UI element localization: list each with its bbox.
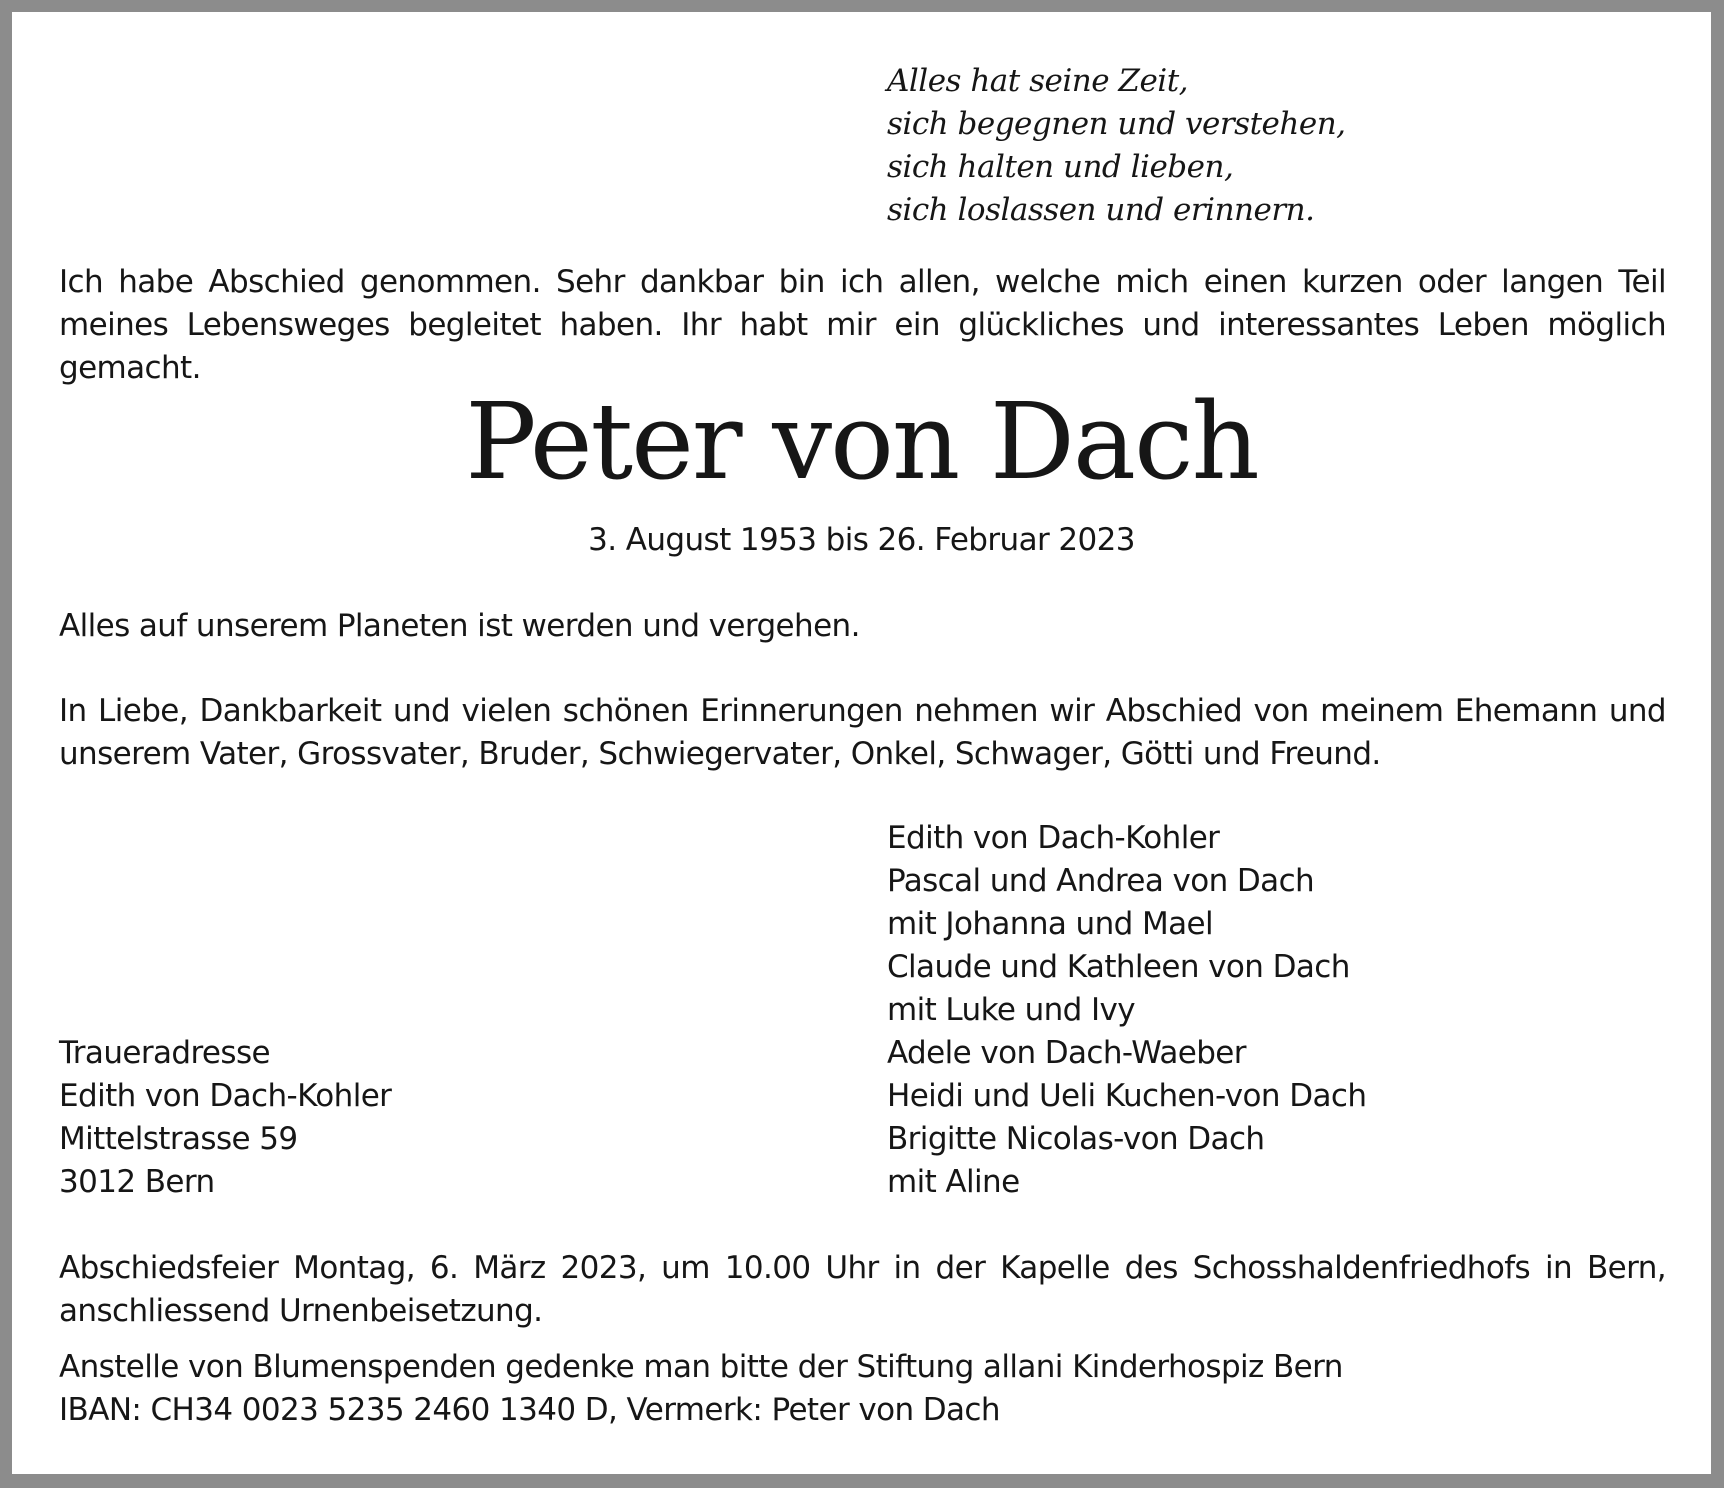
poem bbox=[887, 60, 1346, 232]
poem-line: sich halten und lieben, bbox=[887, 149, 1234, 185]
address-line: 3012 Bern bbox=[59, 1164, 215, 1200]
family-member: Brigitte Nicolas-von Dach bbox=[887, 1121, 1265, 1157]
family-list bbox=[887, 817, 1366, 1204]
family-member: mit Aline bbox=[887, 1164, 1020, 1200]
ceremony-paragraph: Abschiedsfeier Montag, 6. März 2023, um 10.00 Uhr in der Kapelle des Schosshaldenfriedhofs in Bern, anschliessend Urnenbeisetzung. bbox=[59, 1250, 1666, 1329]
family-member: Claude und Kathleen von Dach bbox=[887, 949, 1350, 985]
poem-line: sich loslassen und erinnern. bbox=[887, 192, 1315, 228]
poem-line: Alles hat seine Zeit, bbox=[887, 63, 1189, 99]
donation-iban: IBAN: CH34 0023 5235 2460 1340 D, Vermerk: Peter von Dach bbox=[59, 1392, 1000, 1428]
address-line: Edith von Dach-Kohler bbox=[59, 1078, 392, 1114]
family-member: Heidi und Ueli Kuchen-von Dach bbox=[887, 1078, 1367, 1114]
address-line: Mittelstrasse 59 bbox=[59, 1121, 298, 1157]
mourning-address bbox=[59, 1032, 391, 1204]
poem-line: sich begegnen und verstehen, bbox=[887, 106, 1346, 142]
planet-paragraph: Alles auf unserem Planeten ist werden und vergehen. bbox=[59, 608, 860, 644]
intro-paragraph: Ich habe Abschied genommen. Sehr dankbar bin ich allen, welche mich einen kurzen oder langen Teil meines Lebensweges begleitet haben. Ihr habt mir ein glückliches und interessantes Leben möglich gemacht. bbox=[59, 264, 1666, 386]
family-member: mit Johanna und Mael bbox=[887, 906, 1213, 942]
family-member: Edith von Dach-Kohler bbox=[887, 820, 1220, 856]
donation-info bbox=[59, 1346, 1343, 1432]
farewell-paragraph: In Liebe, Dankbarkeit und vielen schönen Erinnerungen nehmen wir Abschied von meinem Ehemann und unserem Vater, Grossvater, Bruder, Schwiegervater, Onkel, Schwager, Götti und Freund. bbox=[59, 693, 1666, 772]
family-member: Pascal und Andrea von Dach bbox=[887, 863, 1315, 899]
deceased-name: Peter von Dach bbox=[465, 380, 1258, 503]
donation-line: Anstelle von Blumenspenden gedenke man bitte der Stiftung allani Kinderhospiz Bern bbox=[59, 1349, 1343, 1385]
family-member: Adele von Dach-Waeber bbox=[887, 1035, 1246, 1071]
family-member: mit Luke und Ivy bbox=[887, 992, 1136, 1028]
obituary-notice bbox=[12, 12, 1711, 1474]
life-dates: 3. August 1953 bis 26. Februar 2023 bbox=[588, 522, 1135, 558]
address-heading: Traueradresse bbox=[59, 1035, 270, 1071]
